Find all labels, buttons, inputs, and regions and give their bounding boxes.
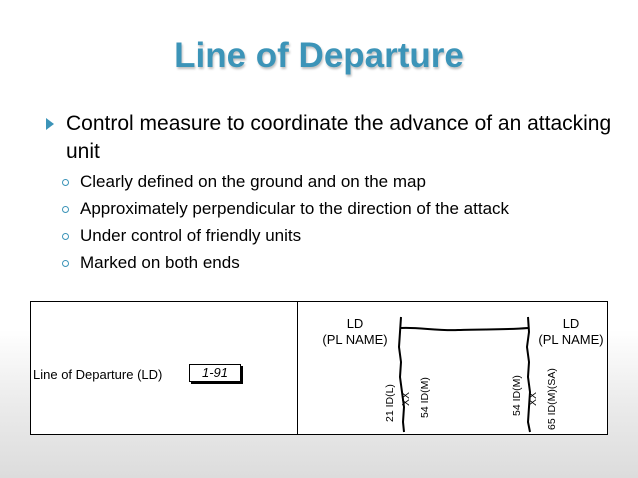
main-bullet-text: Control measure to coordinate the advance of an attacking unit [66,112,612,163]
phase-line [401,328,528,330]
sub-bullet [60,222,626,249]
sub-bullet [60,249,626,276]
left-unit-b-text: 54 ID(M) [419,377,431,418]
left-xx-text: XX [400,391,412,406]
ring-bullet-icon [62,179,69,186]
left-boundary-line [399,317,404,432]
sub-bullet-text: Marked on both ends [80,253,240,272]
sub-bullet-text: Approximately perpendicular to the direction of the attack [80,199,510,218]
bullet-list [46,110,626,276]
sub-bullet-text: Clearly defined on the ground and on the map [80,172,426,191]
ld-label: Line of Departure (LD) [33,367,163,382]
ring-bullet-icon [62,233,69,240]
ring-bullet-icon [62,206,69,213]
figure-right-panel [298,302,607,434]
right-unit-b-text: 65 ID(M)(SA) [546,368,558,430]
left-ld-text: LD [346,316,364,331]
ld-diagram [298,302,607,436]
slide-title: Line of Departure [174,36,464,75]
ld-symbol-figure [30,301,608,435]
left-pl-text: (PL NAME) [322,332,388,347]
figure-left-panel [31,302,298,434]
right-unit-a-text: 54 ID(M) [511,375,523,416]
main-bullet [46,110,626,166]
ring-bullet-icon [62,260,69,267]
ld-symbol-box: 1-91 [189,364,241,382]
sub-bullet [60,168,626,195]
right-ld-text: LD [562,316,580,331]
left-unit-a-text: 21 ID(L) [384,384,396,422]
right-xx-text: XX [527,391,539,406]
sub-bullet-list [46,168,626,276]
sub-bullet-text: Under control of friendly units [80,226,302,245]
sub-bullet [60,195,626,222]
right-pl-text: (PL NAME) [538,332,604,347]
right-boundary-line [527,317,530,432]
triangle-bullet-icon [46,118,54,130]
